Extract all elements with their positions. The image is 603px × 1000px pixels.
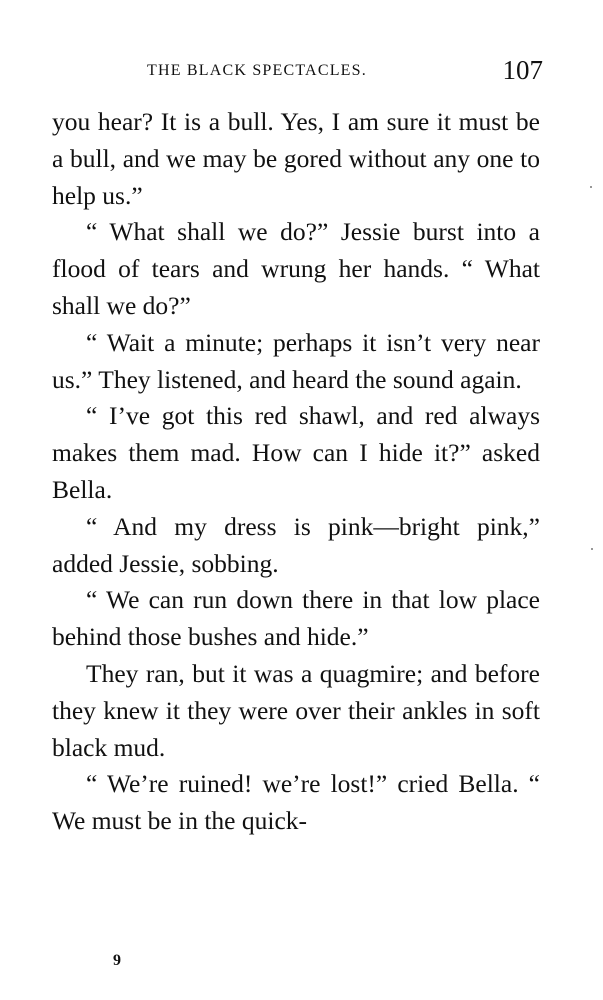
paragraph-3: “ Wait a minute; perhaps it isn’t very near us.” They listened, and heard the sound again. [52, 327, 540, 394]
running-title: THE BLACK SPECTACLES. [147, 62, 367, 79]
paragraph-5: “ And my dress is pink—bright pink,” added Jessie, sobbing. [52, 511, 540, 578]
paragraph-2: “ What shall we do?” Jessie burst into a flood of tears and wrung her hands. “ What shall we do?” [52, 217, 540, 320]
margin-speck [590, 186, 592, 188]
page-number: 107 [502, 55, 543, 85]
paragraph-6: “ We can run down there in that low place behind those bushes and hide.” [52, 585, 540, 652]
signature-mark: 9 [113, 952, 121, 969]
body-text [52, 104, 540, 840]
paragraph-4: “ I’ve got this red shawl, and red always makes them mad. How can I hide it?” asked Bella. [52, 401, 540, 504]
margin-speck [591, 548, 593, 550]
paragraph-8: “ We’re ruined! we’re lost!” cried Bella. “ We must be in the quick- [52, 769, 540, 836]
paragraph-7: They ran, but it was a quagmire; and before they knew it they were over their ankles in soft black mud. [52, 658, 540, 762]
paragraph-1: you hear? It is a bull. Yes, I am sure it must be a bull, and we may be gored without any one to help us.” [52, 107, 540, 210]
